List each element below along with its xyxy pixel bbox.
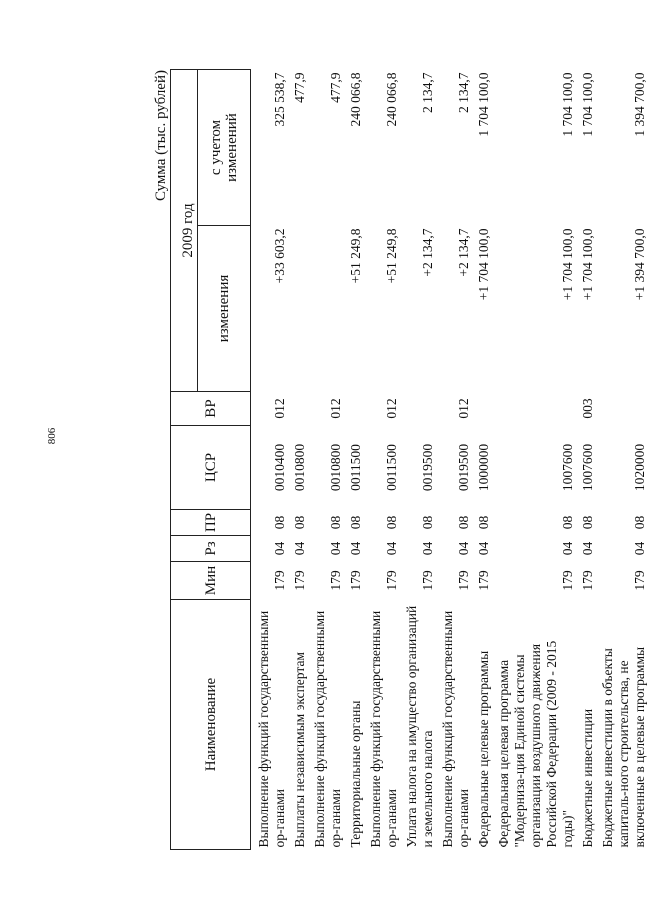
cell-min: 179 bbox=[456, 570, 471, 591]
cell-total: 2 134,7 bbox=[456, 72, 471, 113]
cell-total: 240 066,8 bbox=[348, 72, 363, 127]
table-row bbox=[312, 70, 348, 850]
table-row bbox=[440, 70, 476, 850]
cell-min: 179 bbox=[348, 570, 363, 591]
cell-min: 179 bbox=[476, 570, 491, 591]
cell-min: 179 bbox=[560, 570, 575, 591]
cell-csr: 0019500 bbox=[420, 443, 435, 492]
cell-csr: 0010800 bbox=[292, 443, 307, 492]
cell-pr: 08 bbox=[292, 515, 307, 530]
table-row bbox=[368, 70, 404, 850]
cell-total: 477,9 bbox=[292, 72, 307, 103]
cell-rz: 04 bbox=[580, 541, 595, 556]
cell-rz: 04 bbox=[420, 541, 435, 556]
header-vr: ВР bbox=[171, 392, 251, 426]
amount-caption: Сумма (тыс. рублей) bbox=[153, 70, 169, 202]
cell-pr: 08 bbox=[580, 515, 595, 530]
cell-name: Федеральная целевая программа "Модерниза-ция Единой системы организации воздушного движения Российской Федерации (2009 - 2015 годы)" bbox=[496, 640, 575, 848]
cell-csr: 0019500 bbox=[456, 443, 471, 492]
cell-min: 179 bbox=[384, 570, 399, 591]
table-row bbox=[476, 70, 496, 850]
cell-rz: 04 bbox=[476, 541, 491, 556]
header-with-change-line2: изменений bbox=[224, 113, 240, 182]
cell-min: 179 bbox=[632, 570, 647, 591]
cell-change: +1 704 100,0 bbox=[476, 228, 491, 301]
cell-pr: 08 bbox=[476, 515, 491, 530]
cell-min: 179 bbox=[420, 570, 435, 591]
table-row bbox=[348, 70, 368, 850]
cell-change: +51 249,8 bbox=[348, 228, 363, 284]
cell-pr: 08 bbox=[328, 515, 343, 530]
table-row bbox=[580, 70, 600, 850]
cell-pr: 08 bbox=[384, 515, 399, 530]
header-pr: ПР bbox=[171, 510, 251, 536]
cell-vr: 003 bbox=[580, 398, 595, 419]
cell-change bbox=[292, 226, 312, 392]
cell-csr: 1020000 bbox=[632, 443, 647, 492]
header-with-change-line1: с учетом bbox=[208, 119, 224, 176]
cell-csr: 1007600 bbox=[560, 443, 575, 492]
cell-pr: 08 bbox=[456, 515, 471, 530]
rotated-page-content bbox=[152, 70, 647, 850]
cell-name: Выполнение функций государственными ор-ганами bbox=[368, 610, 399, 848]
budget-table bbox=[170, 69, 652, 850]
cell-rz: 04 bbox=[328, 541, 343, 556]
cell-change: +1 394 700,0 bbox=[632, 228, 647, 301]
cell-csr: 1000000 bbox=[476, 443, 491, 492]
cell-rz: 04 bbox=[632, 541, 647, 556]
cell-name: Выполнение функций государственными ор-ганами bbox=[256, 610, 287, 848]
cell-change: +2 134,7 bbox=[420, 228, 435, 277]
cell-vr: 012 bbox=[384, 398, 399, 419]
table-row bbox=[496, 70, 580, 850]
cell-pr: 08 bbox=[632, 515, 647, 530]
cell-change: +1 704 100,0 bbox=[560, 228, 575, 301]
header-year: 2009 год bbox=[179, 70, 198, 392]
cell-name: Выполнение функций государственными ор-ганами bbox=[440, 610, 471, 848]
cell-vr: 012 bbox=[328, 398, 343, 419]
cell-total: 1 704 100,0 bbox=[476, 72, 491, 137]
cell-vr bbox=[348, 392, 368, 426]
cell-vr bbox=[292, 392, 312, 426]
cell-vr bbox=[600, 392, 652, 426]
cell-csr: 1007600 bbox=[580, 443, 595, 492]
cell-min: 179 bbox=[272, 570, 287, 591]
cell-change: +2 134,7 bbox=[456, 228, 471, 277]
cell-csr: 0011500 bbox=[348, 444, 363, 491]
cell-min: 179 bbox=[328, 570, 343, 591]
table-row bbox=[600, 70, 652, 850]
cell-name: Выполнение функций государственными ор-ганами bbox=[312, 610, 343, 848]
header-change: изменения bbox=[198, 226, 251, 392]
cell-rz: 04 bbox=[348, 541, 363, 556]
cell-rz: 04 bbox=[292, 541, 307, 556]
cell-rz: 04 bbox=[560, 541, 575, 556]
cell-vr bbox=[496, 392, 580, 426]
cell-csr: 0011500 bbox=[384, 444, 399, 491]
header-min: Мин bbox=[171, 562, 251, 600]
table-row bbox=[292, 70, 312, 850]
table-row bbox=[251, 70, 293, 850]
cell-total: 1 394 700,0 bbox=[632, 72, 647, 137]
page-number: 806 bbox=[46, 427, 58, 445]
cell-total: 2 134,7 bbox=[420, 72, 435, 113]
cell-total: 1 704 100,0 bbox=[580, 72, 595, 137]
cell-change bbox=[312, 226, 348, 392]
cell-min: 179 bbox=[580, 570, 595, 591]
cell-name: Уплата налога на имущество организаций и земельного налога bbox=[404, 605, 435, 848]
header-csr: ЦСР bbox=[171, 426, 251, 510]
cell-pr: 08 bbox=[272, 515, 287, 530]
cell-rz: 04 bbox=[272, 541, 287, 556]
cell-total: 1 704 100,0 bbox=[560, 72, 575, 137]
cell-pr: 08 bbox=[420, 515, 435, 530]
cell-name: Территориальные органы bbox=[348, 700, 363, 848]
cell-change: +33 603,2 bbox=[272, 228, 287, 284]
cell-vr: 012 bbox=[272, 398, 287, 419]
header-with-change bbox=[198, 70, 251, 226]
cell-csr: 0010800 bbox=[328, 443, 343, 492]
cell-min: 179 bbox=[292, 570, 307, 591]
cell-name: Бюджетные инвестиции в объекты капиталь-ного строительства, не включенные в целевые программы bbox=[600, 646, 647, 848]
cell-name: Бюджетные инвестиции bbox=[580, 708, 595, 848]
cell-vr bbox=[476, 392, 496, 426]
cell-total: 477,9 bbox=[328, 72, 343, 103]
header-rz: Рз bbox=[171, 536, 251, 562]
cell-pr: 08 bbox=[560, 515, 575, 530]
cell-name: Выплаты независимым экспертам bbox=[292, 652, 307, 848]
cell-csr: 0010400 bbox=[272, 443, 287, 492]
cell-rz: 04 bbox=[384, 541, 399, 556]
cell-name: Федеральные целевые программы bbox=[476, 650, 491, 848]
cell-pr: 08 bbox=[348, 515, 363, 530]
cell-total: 325 538,7 bbox=[272, 72, 287, 127]
cell-change: +1 704 100,0 bbox=[580, 228, 595, 301]
header-name: Наименование bbox=[171, 600, 251, 850]
cell-rz: 04 bbox=[456, 541, 471, 556]
cell-vr: 012 bbox=[456, 398, 471, 419]
table-row bbox=[404, 70, 440, 850]
cell-vr bbox=[404, 392, 440, 426]
cell-change: +51 249,8 bbox=[384, 228, 399, 284]
cell-total: 240 066,8 bbox=[384, 72, 399, 127]
